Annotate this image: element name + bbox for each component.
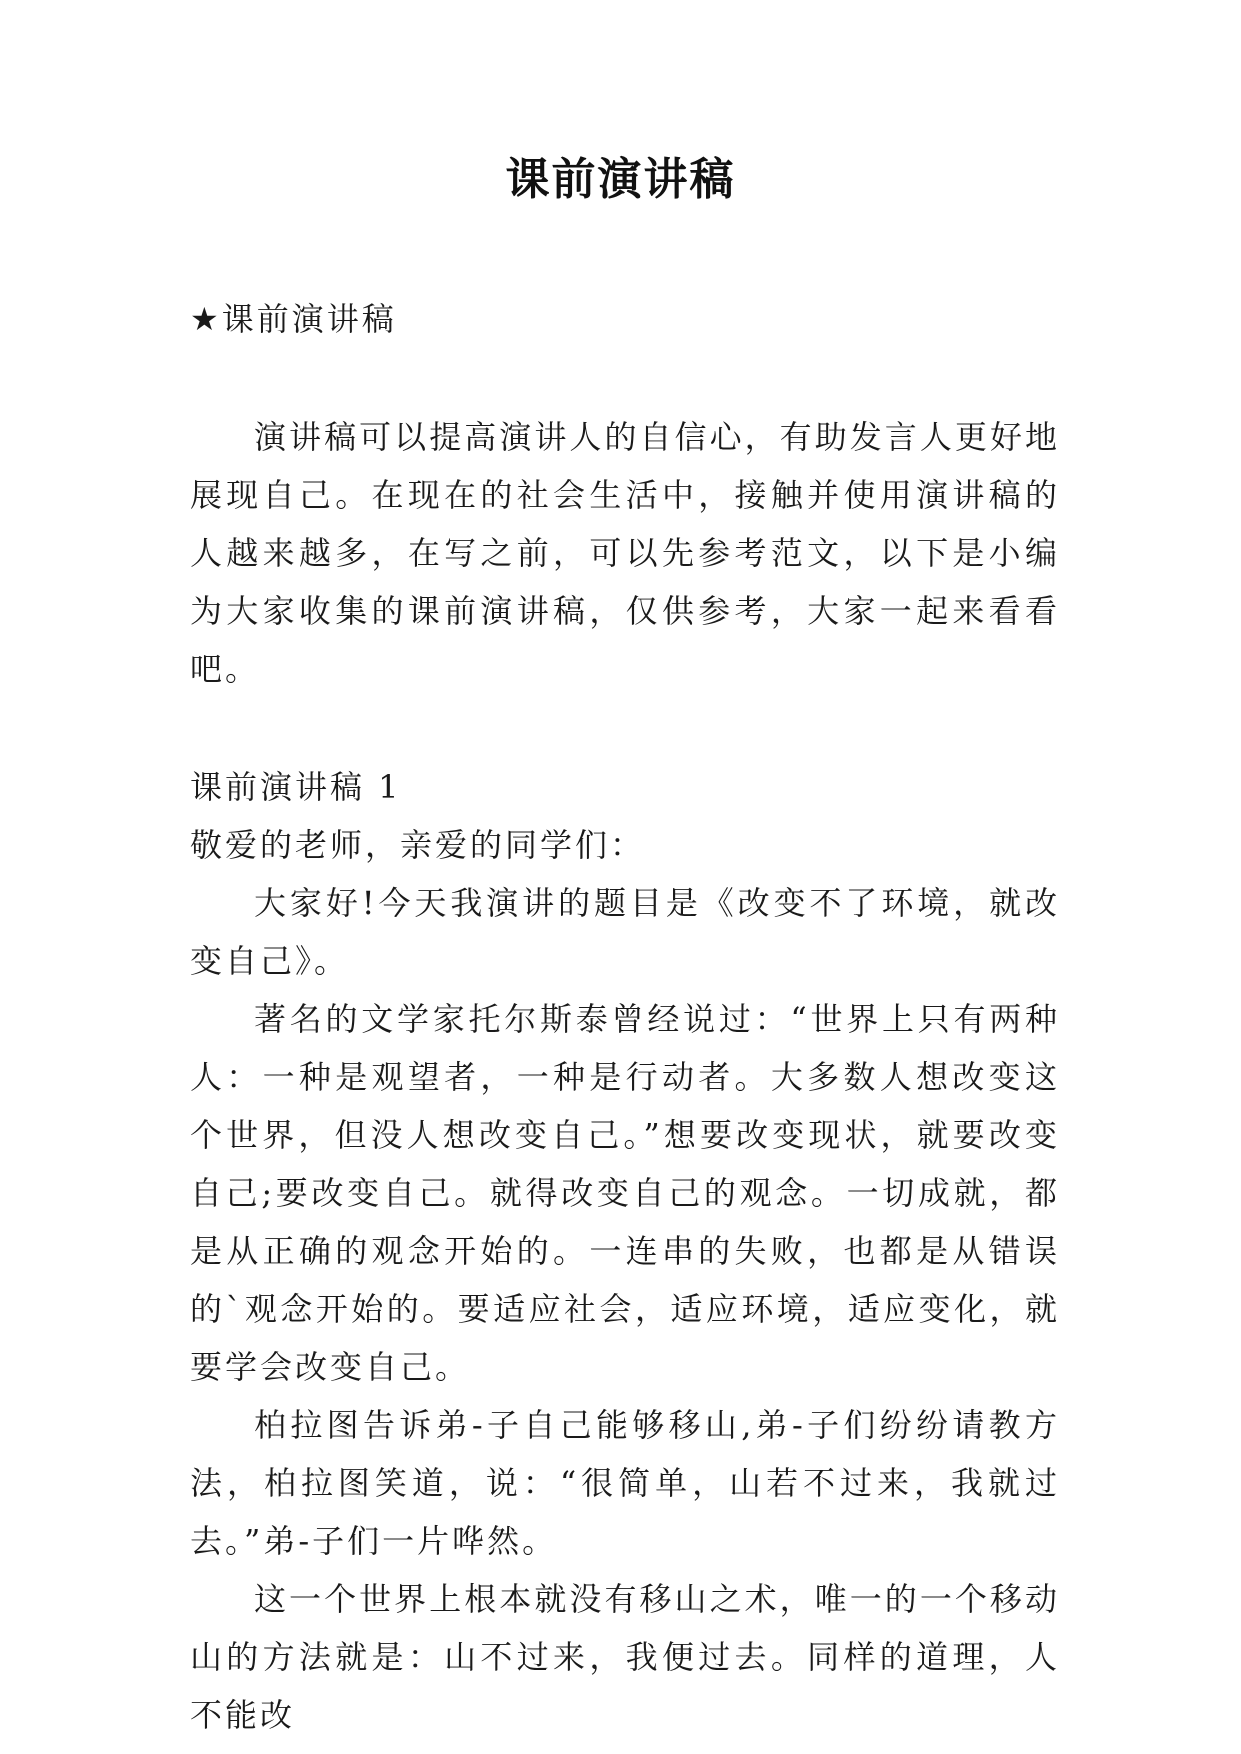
star-heading-text: 课前演讲稿 xyxy=(221,300,397,338)
intro-paragraph: 演讲稿可以提高演讲人的自信心，有助发言人更好地展现自己。在现在的社会生活中，接触并使用演讲稿的人越来越多，在写之前，可以先参考范文，以下是小编为大家收集的课前演讲稿，仅供参考，大家一起来看看吧。 xyxy=(190,418,1060,688)
body-paragraph-4: 这一个世界上根本就没有移山之术，唯一的一个移动山的方法就是：山不过来，我便过去。同样的道理，人不能改 xyxy=(190,1580,1060,1734)
body-paragraph-3: 柏拉图告诉弟-子自己能够移山,弟-子们纷纷请教方法，柏拉图笑道，说：“很简单，山若不过来，我就过去。”弟-子们一片哗然。 xyxy=(190,1406,1060,1560)
salutation: 敬爱的老师，亲爱的同学们： xyxy=(190,826,646,864)
star-heading xyxy=(190,290,1060,348)
star-icon: ★ xyxy=(190,300,222,338)
body-paragraph-2: 著名的文学家托尔斯泰曾经说过：“世界上只有两种人：一种是观望者，一种是行动者。大多数人想改变这个世界，但没人想改变自己。”想要改变现状，就要改变自己;要改变自己。就得改变自己的观念。一切成就，都是从正确的观念开始的。一连串的失败，也都是从错误的`观念开始的。要适应社会，适应环境，适应变化，就要学会改变自己。 xyxy=(190,1000,1060,1386)
body-paragraph-1: 大家好!今天我演讲的题目是《改变不了环境，就改变自己》。 xyxy=(190,884,1060,980)
section-title: 课前演讲稿 1 xyxy=(190,768,402,806)
document-body xyxy=(190,290,1060,1744)
document-title: 课前演讲稿 xyxy=(505,154,736,205)
